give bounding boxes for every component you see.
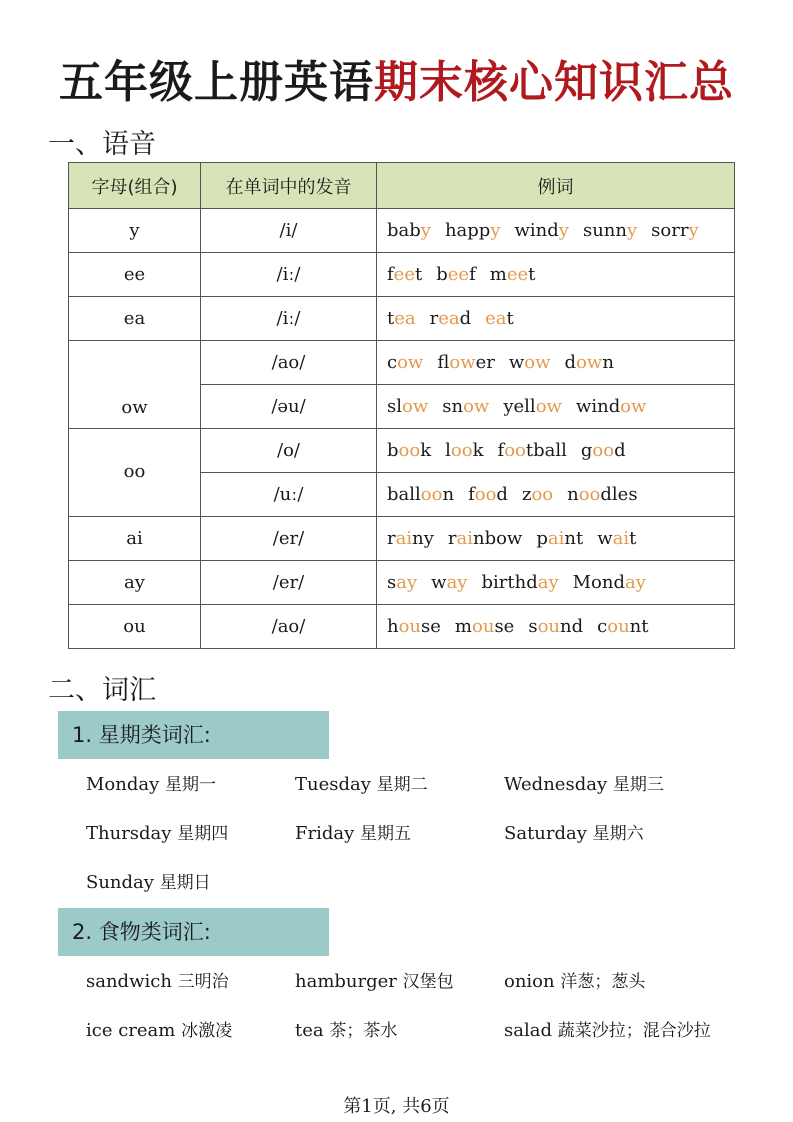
word-letters: p (536, 528, 548, 549)
example-word (481, 572, 558, 593)
sound-cell: /er/ (201, 561, 377, 605)
word-letters: nt (629, 616, 649, 637)
example-word (445, 220, 501, 241)
word-letters: c (597, 616, 608, 637)
example-word (651, 220, 698, 241)
highlighted-letters: ow (620, 396, 647, 417)
word-letters: se (494, 616, 515, 637)
highlighted-letters: oo (592, 440, 615, 461)
example-word (528, 616, 583, 637)
example-word (522, 484, 553, 505)
word-letters: d (459, 308, 472, 329)
title-part1: 五年级上册英语 (59, 57, 374, 108)
vocab-heading-food: 2. 食物类词汇: (58, 908, 329, 956)
word-letters: c (387, 352, 398, 373)
letter-cell: ea (69, 297, 201, 341)
example-word (581, 440, 626, 461)
example-word (468, 484, 508, 505)
word-letters: h (387, 616, 399, 637)
highlighted-letters: ow (524, 352, 551, 373)
sound-cell: /er/ (201, 517, 377, 561)
section-heading-phonics: 一、语音 (48, 129, 156, 160)
word-letters: w (508, 352, 525, 373)
word-letters: f (468, 484, 475, 505)
highlighted-letters: y (688, 220, 699, 241)
vocab-item: onion 洋葱；葱头 (504, 971, 646, 992)
highlighted-letters: ow (535, 396, 562, 417)
highlighted-letters: ee (506, 264, 529, 285)
example-word (509, 352, 551, 373)
word-letters: t (414, 264, 423, 285)
example-word (583, 220, 637, 241)
word-letters: f (469, 264, 476, 285)
word-letters: s (528, 616, 538, 637)
title-part2: 期末核心知识汇总 (374, 57, 734, 108)
highlighted-letters: ea (438, 308, 460, 329)
highlighted-letters: ow (397, 352, 424, 373)
example-word (442, 396, 489, 417)
word-letters: Mond (572, 572, 626, 593)
page-title (0, 46, 793, 110)
highlighted-letters: ai (456, 528, 473, 549)
examples-cell (377, 209, 735, 253)
highlighted-letters: ou (398, 616, 422, 637)
highlighted-letters: oo (504, 440, 526, 461)
highlighted-letters: ou (537, 616, 561, 637)
examples-cell (377, 253, 735, 297)
examples-cell (377, 429, 735, 473)
highlighted-letters: ai (395, 528, 413, 549)
word-letters: yell (503, 396, 536, 417)
word-letters: r (429, 308, 439, 329)
examples-cell (377, 605, 735, 649)
header-letter: 字母(组合) (69, 163, 201, 209)
sound-cell: /o/ (201, 429, 377, 473)
vocab-item: Monday 星期一 (86, 774, 217, 795)
table-row (69, 561, 735, 605)
highlighted-letters: y (626, 220, 638, 241)
vocab-list-food (86, 970, 766, 1043)
word-letters: nbow (472, 528, 523, 549)
word-letters: ball (387, 484, 421, 505)
example-word (503, 396, 562, 417)
word-letters: t (528, 264, 536, 285)
examples-cell (377, 341, 735, 385)
example-word (387, 220, 431, 241)
highlighted-letters: ee (393, 264, 415, 285)
example-word (387, 616, 441, 637)
example-word (597, 616, 648, 637)
word-letters: b (436, 264, 448, 285)
word-letters: sunn (582, 220, 627, 241)
letter-cell: ai (69, 517, 201, 561)
word-letters: f (497, 440, 505, 461)
word-letters: birthd (481, 572, 538, 593)
highlighted-letters: ay (446, 572, 468, 593)
highlighted-letters: ai (547, 528, 565, 549)
header-examples: 例词 (377, 163, 735, 209)
word-letters: n (602, 352, 614, 373)
vocab-item: sandwich 三明治 (86, 971, 229, 992)
example-word (573, 572, 646, 593)
highlighted-letters: ow (576, 352, 603, 373)
word-letters: wind (514, 220, 559, 241)
example-word (485, 308, 514, 329)
highlighted-letters: oo (398, 440, 421, 461)
phonics-table (68, 162, 735, 649)
word-letters: r (387, 528, 396, 549)
sound-cell: /iː/ (201, 297, 377, 341)
table-row (69, 297, 735, 341)
example-word (431, 572, 467, 593)
highlighted-letters: ow (449, 352, 476, 373)
word-letters: sn (442, 396, 464, 417)
examples-cell (377, 561, 735, 605)
word-letters: nt (564, 528, 584, 549)
letter-cell: ay (69, 561, 201, 605)
word-letters: ny (412, 528, 434, 549)
highlighted-letters: ea (394, 308, 416, 329)
word-letters: dles (600, 484, 638, 505)
word-letters: t (387, 308, 395, 329)
word-letters: d (614, 440, 626, 461)
word-letters: s (387, 572, 397, 593)
vocab-item: hamburger 汉堡包 (295, 971, 454, 992)
word-letters: m (454, 616, 472, 637)
highlighted-letters: y (490, 220, 501, 241)
word-letters: fl (437, 352, 450, 373)
example-word (387, 484, 454, 505)
highlighted-letters: ou (472, 616, 495, 637)
highlighted-letters: ai (612, 528, 630, 549)
word-letters: wind (575, 396, 621, 417)
letter-cell: ee (69, 253, 201, 297)
vocab-list-weekdays (86, 773, 766, 895)
word-letters: m (489, 264, 507, 285)
word-letters: r (447, 528, 457, 549)
example-word (490, 264, 536, 285)
word-letters: er (475, 352, 495, 373)
word-letters: se (421, 616, 441, 637)
example-word (387, 352, 423, 373)
letter-cell: y (69, 209, 201, 253)
example-word (387, 440, 431, 461)
section-heading-vocabulary: 二、词汇 (48, 675, 156, 706)
example-word (565, 352, 614, 373)
highlighted-letters: oo (578, 484, 601, 505)
word-letters: t (506, 308, 514, 329)
word-letters: sorr (651, 220, 689, 241)
word-letters: w (431, 572, 447, 593)
example-word (387, 396, 428, 417)
example-word (515, 220, 569, 241)
word-letters: f (387, 264, 394, 285)
example-word (437, 352, 495, 373)
word-letters: b (387, 440, 399, 461)
word-letters: z (521, 484, 532, 505)
highlighted-letters: y (558, 220, 569, 241)
vocab-item: Wednesday 星期三 (504, 774, 664, 795)
highlighted-letters: ou (607, 616, 630, 637)
word-letters: sl (387, 396, 402, 417)
example-word (498, 440, 567, 461)
examples-cell (377, 297, 735, 341)
highlighted-letters: ee (447, 264, 470, 285)
word-letters: g (580, 440, 593, 461)
word-letters: l (445, 440, 451, 461)
table-header-row (69, 163, 735, 209)
highlighted-letters: ay (537, 572, 559, 593)
example-word (387, 308, 416, 329)
table-row (69, 341, 735, 385)
letter-cell: oo (69, 429, 201, 517)
example-word (387, 572, 417, 593)
sound-cell: /iː/ (201, 253, 377, 297)
table-row (69, 605, 735, 649)
letter-cell: ou (69, 605, 201, 649)
word-letters: n (442, 484, 455, 505)
word-letters: nd (560, 616, 584, 637)
highlighted-letters: ea (485, 308, 507, 329)
word-letters: n (567, 484, 579, 505)
highlighted-letters: oo (420, 484, 443, 505)
word-letters: happ (444, 220, 491, 241)
highlighted-letters: oo (474, 484, 497, 505)
word-letters: bab (387, 220, 421, 241)
sound-cell: /i/ (201, 209, 377, 253)
letter-cell: ow (69, 341, 201, 429)
table-row (69, 209, 735, 253)
vocab-item: salad 蔬菜沙拉；混合沙拉 (504, 1020, 711, 1041)
word-letters: k (472, 440, 484, 461)
highlighted-letters: oo (450, 440, 473, 461)
highlighted-letters: ow (463, 396, 490, 417)
word-letters: w (597, 528, 613, 549)
vocab-item: Sunday 星期日 (86, 872, 211, 893)
example-word (430, 308, 472, 329)
vocab-heading-weekdays: 1. 星期类词汇: (58, 711, 329, 759)
table-row (69, 429, 735, 473)
vocab-item: Friday 星期五 (295, 823, 412, 844)
vocab-item: Tuesday 星期二 (295, 774, 428, 795)
vocab-item: Thursday 星期四 (86, 823, 229, 844)
highlighted-letters: ay (396, 572, 418, 593)
example-word (567, 484, 637, 505)
example-word (455, 616, 514, 637)
example-word (436, 264, 476, 285)
word-letters: d (564, 352, 577, 373)
table-row (69, 517, 735, 561)
example-word (387, 264, 422, 285)
highlighted-letters: ow (402, 396, 429, 417)
header-sound: 在单词中的发音 (201, 163, 377, 209)
example-word (445, 440, 483, 461)
word-letters: k (420, 440, 432, 461)
sound-cell: /ao/ (201, 605, 377, 649)
vocab-item: tea 茶；茶水 (295, 1020, 398, 1041)
page-footer: 第1页, 共6页 (343, 1096, 450, 1117)
example-word (536, 528, 583, 549)
highlighted-letters: ay (625, 572, 646, 593)
sound-cell: /uː/ (201, 473, 377, 517)
sound-cell: /əu/ (201, 385, 377, 429)
examples-cell (377, 473, 735, 517)
vocab-item: ice cream 冰激凌 (86, 1020, 233, 1041)
sound-cell: /ao/ (201, 341, 377, 385)
highlighted-letters: y (420, 220, 431, 241)
word-letters: t (629, 528, 637, 549)
highlighted-letters: oo (531, 484, 554, 505)
example-word (387, 528, 434, 549)
vocab-item: Saturday 星期六 (504, 823, 644, 844)
example-word (576, 396, 647, 417)
example-word (597, 528, 636, 549)
word-letters: d (496, 484, 508, 505)
table-row (69, 253, 735, 297)
example-word (448, 528, 522, 549)
word-letters: tball (525, 440, 567, 461)
examples-cell (377, 385, 735, 429)
examples-cell (377, 517, 735, 561)
